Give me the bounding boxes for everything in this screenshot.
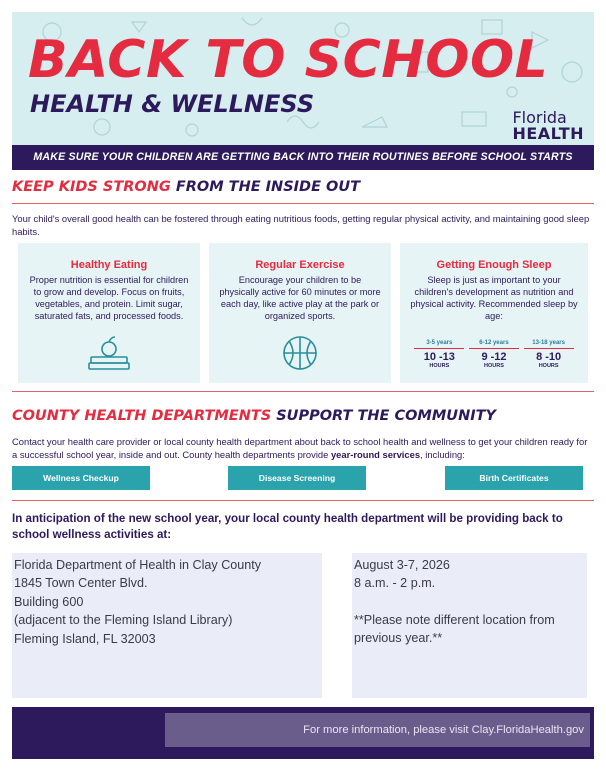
sleep-hours-unit: HOURS [484,363,504,369]
section-heading-county-health [12,408,496,424]
card-healthy-eating [18,243,200,383]
florida-health-logo [512,110,584,142]
card-regular-exercise [209,243,391,383]
apple-books-icon [85,335,133,371]
card-title: Getting Enough Sleep [436,259,552,271]
sleep-age-group [414,340,464,369]
sleep-by-age [412,340,576,369]
county-intro-text [12,436,594,461]
schedule-time: 8 a.m. - 2 p.m. [354,576,436,591]
heading-navy-part: FROM THE INSIDE OUT [175,179,361,195]
sleep-hours-unit: HOURS [429,363,450,369]
service-birth-certificates: Birth Certificates [445,466,583,490]
county-intro-pre: Contact your health care provider or local county health department about back to school health and wellness to get your children ready for a successful school year, inside and out. County health departments provide [12,436,588,460]
health-tips-cards [18,243,588,383]
section-divider [12,500,594,501]
header-banner [12,12,594,145]
section-divider [12,391,594,392]
anticipation-text: In anticipation of the new school year, your local county health department will be providing back to school wellness activities at: [12,512,563,541]
page-subtitle: HEALTH & WELLNESS [30,90,315,118]
location-line: Florida Department of Health in Clay County [14,558,262,572]
heading-red-part: KEEP KIDS STRONG [12,179,171,195]
sleep-age-label: 6-12 years [469,340,519,349]
sleep-hours-value: 10 -13 [423,351,455,363]
sleep-hours-value: 8 -10 [536,351,562,363]
section-divider [12,203,594,204]
location-line: Building 600 [14,594,84,609]
schedule-box [352,553,587,698]
footer-info-link[interactable]: For more information, please visit Clay.FloridaHealth.gov [165,713,590,747]
logo-line1: Florida [512,108,567,127]
county-intro-post: , including: [420,448,465,460]
sleep-age-group [469,340,519,369]
schedule-note: **Please note different location from previous year.** [354,612,555,646]
card-body: Encourage your children to be physically active for 60 minutes or more each day, like active play at the park or organized sports. [219,275,381,321]
service-wellness-checkup: Wellness Checkup [12,466,150,490]
location-line: 1845 Town Center Blvd. [14,576,148,591]
section-heading-keep-kids-strong [12,179,360,195]
sleep-age-label: 3-5 years [414,340,464,349]
county-intro-bold: year-round services [330,448,421,460]
card-title: Regular Exercise [255,259,345,271]
location-box [12,553,322,698]
sleep-age-group [524,340,574,369]
health-intro-text: Your child's overall good health can be fostered through eating nutritious foods, getting regular physical activity, and maintaining good sleep habits. [12,213,590,237]
card-body: Proper nutrition is essential for children to grow and develop. Focus on fruits, vegetables, and protein. Limit sugar, saturated fats, and processed foods. [29,275,189,321]
page-title: BACK TO SCHOOL [28,30,549,90]
card-title: Healthy Eating [70,259,148,271]
sleep-age-label: 13-18 years [524,340,574,349]
heading-navy-part: SUPPORT THE COMMUNITY [276,408,496,424]
schedule-dates: August 3-7, 2026 [354,558,450,572]
sleep-hours-unit: HOURS [538,363,559,369]
location-line: (adjacent to the Fleming Island Library) [14,613,233,628]
footer [12,707,594,759]
service-disease-screening: Disease Screening [228,466,366,490]
card-enough-sleep [400,243,588,383]
basketball-icon [280,333,320,373]
routine-banner: MAKE SURE YOUR CHILDREN ARE GETTING BACK INTO THEIR ROUTINES BEFORE SCHOOL STARTS [12,145,594,170]
sleep-hours-value: 9 -12 [481,351,507,363]
location-line: Fleming Island, FL 32003 [14,631,156,646]
logo-line2: HEALTH [512,124,584,143]
heading-red-part: COUNTY HEALTH DEPARTMENTS [12,408,272,424]
card-body: Sleep is just as important to your children's development as nutrition and physical activity. Recommended sleep by age: [410,275,578,321]
